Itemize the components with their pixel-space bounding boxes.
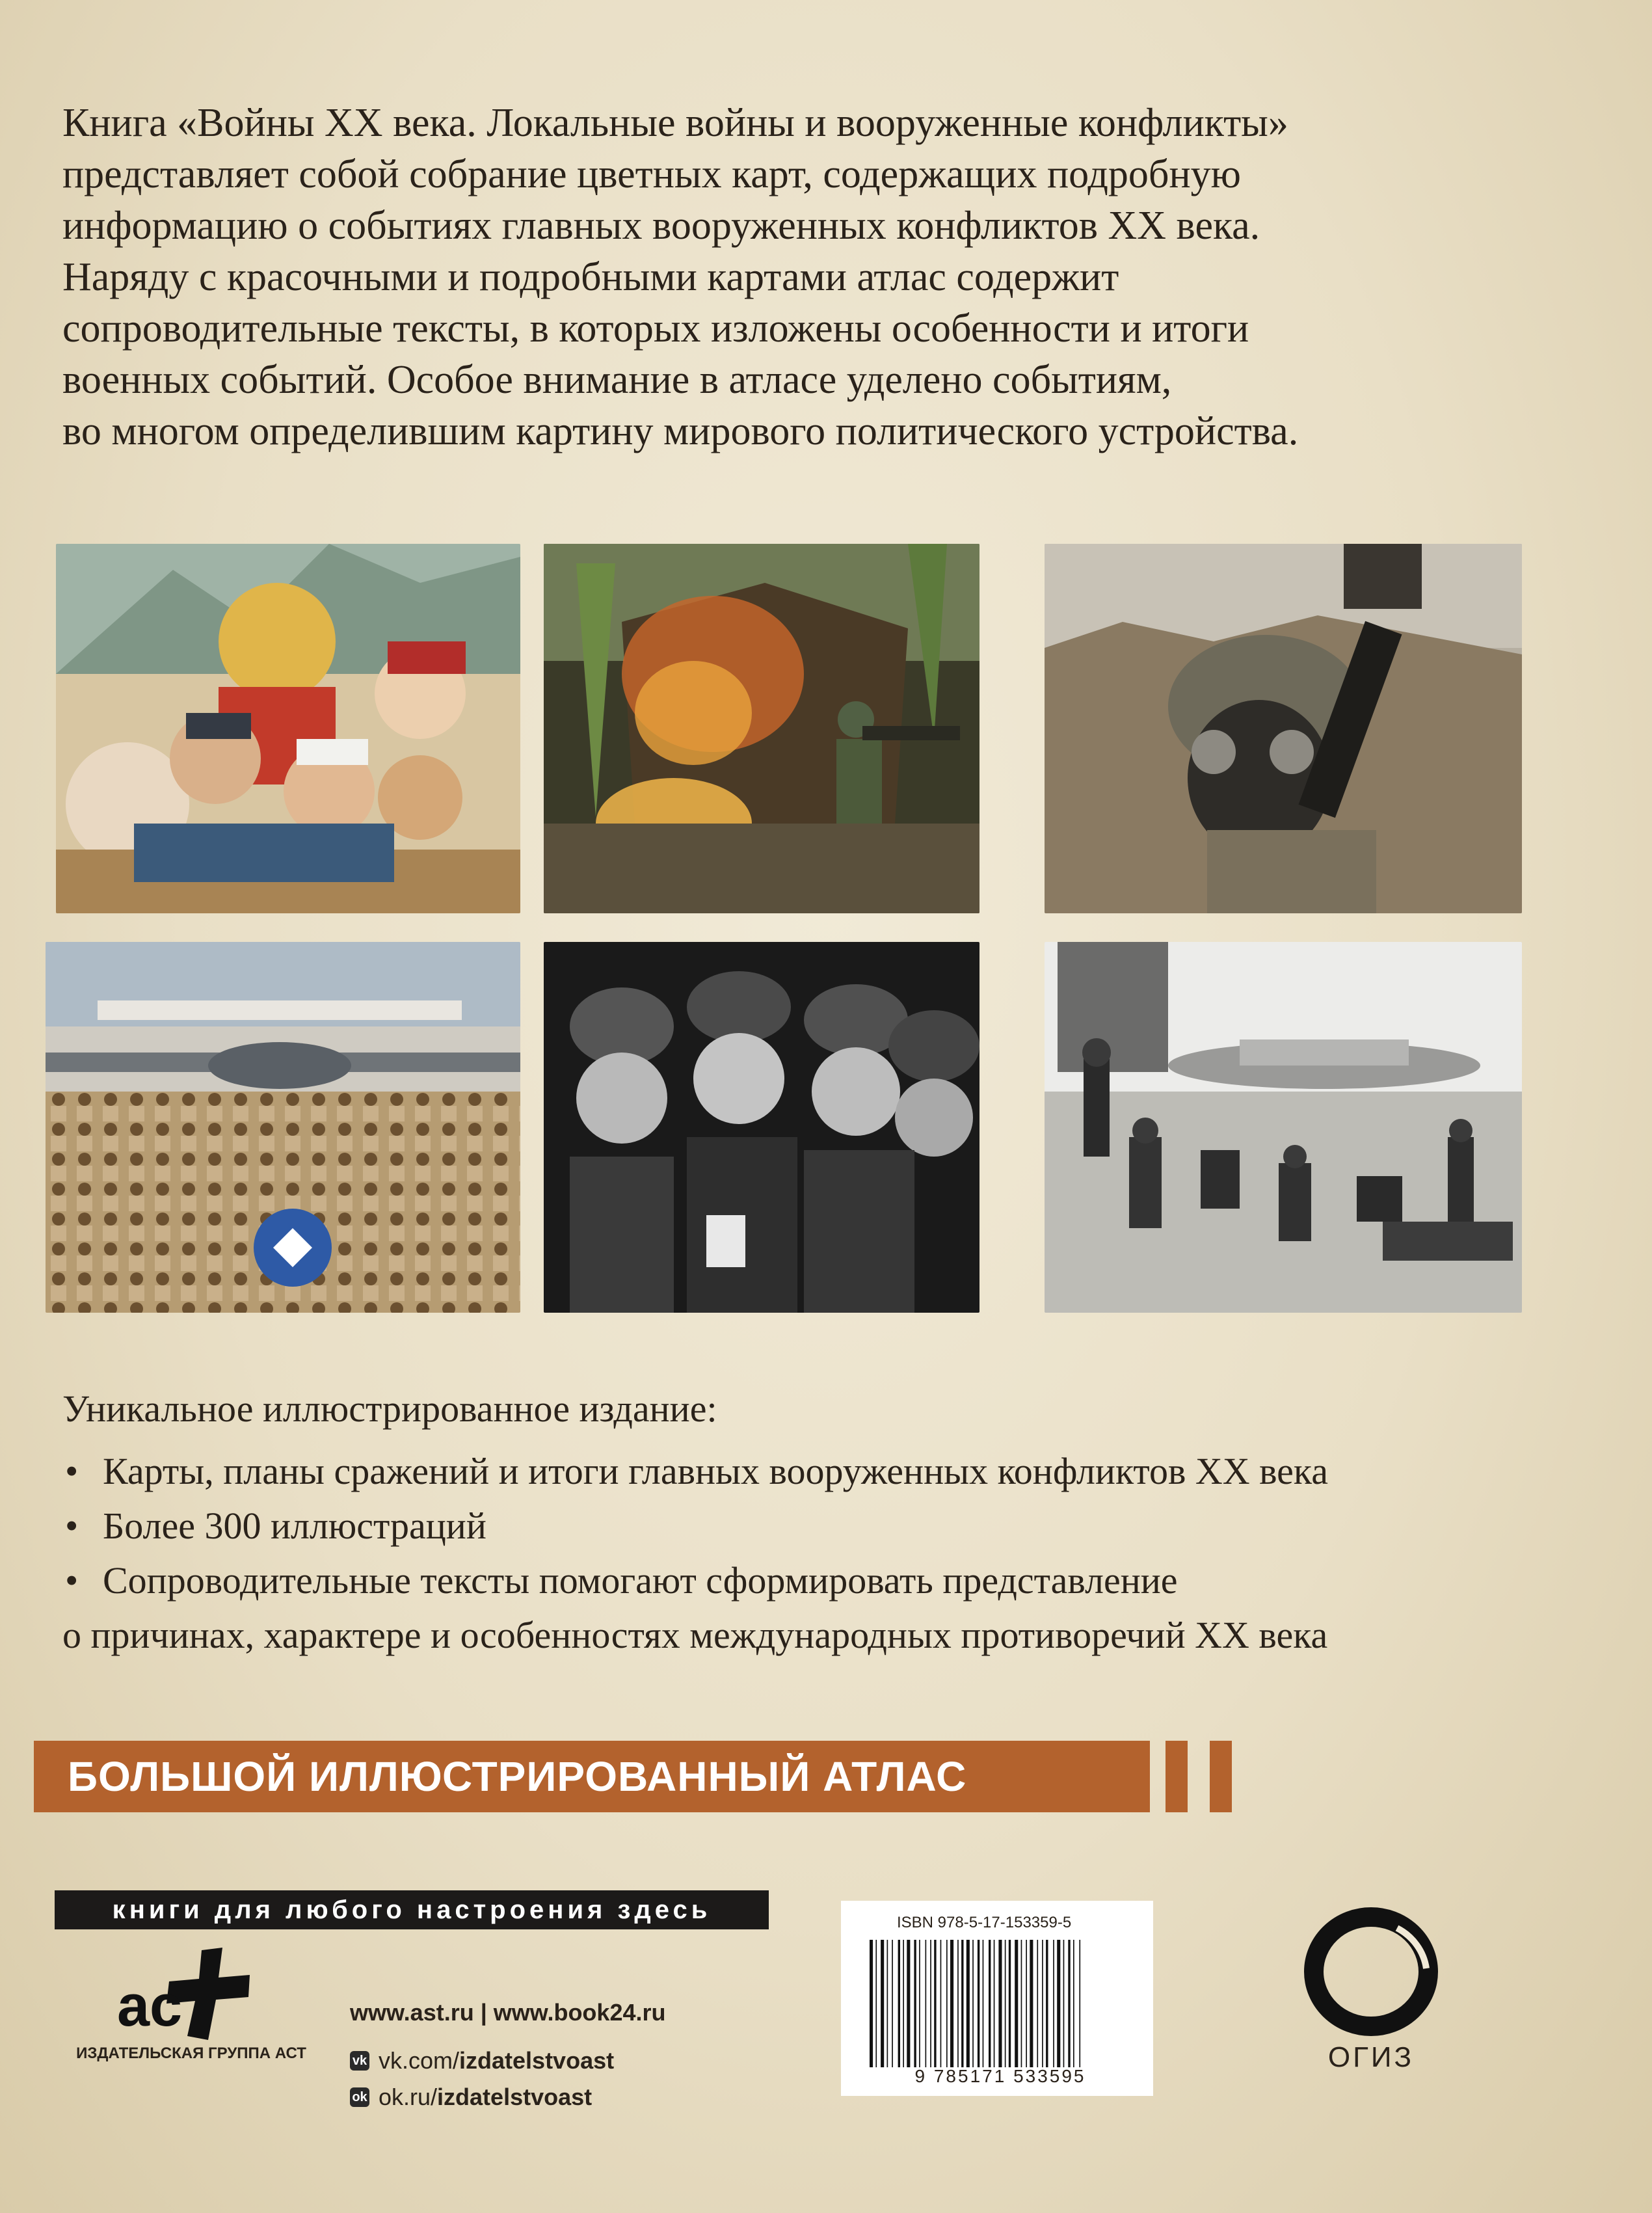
ok-link[interactable]	[350, 2079, 666, 2115]
feature-text: Более 300 иллюстраций	[103, 1505, 486, 1547]
list-item	[62, 1444, 1610, 1499]
ok-handle: izdatelstvoast	[437, 2084, 593, 2110]
publisher-caption: ИЗДАТЕЛЬСКАЯ ГРУППА АСТ	[76, 2045, 306, 2062]
intro-line: военных событий. Особое внимание в атласе уделено событиям,	[62, 358, 1172, 402]
vk-prefix: vk.com/	[379, 2047, 460, 2074]
intro-line: сопроводительные тексты, в которых изложены особенности и итоги	[62, 306, 1249, 351]
bullet-icon: •	[65, 1505, 79, 1547]
series-banner	[34, 1741, 1150, 1812]
list-item	[62, 1553, 1610, 1608]
svg-text:ас: ас	[117, 1974, 183, 2039]
bullet-icon: •	[65, 1559, 79, 1602]
publisher-links	[350, 1994, 666, 2115]
series-title: БОЛЬШОЙ ИЛЛЮСТРИРОВАННЫЙ АТЛАС	[68, 1753, 967, 1800]
feature-continuation: о причинах, характере и особенностях международных противоречий XX века	[62, 1614, 1328, 1656]
ok-icon: ok	[350, 2087, 369, 2107]
feature-text: Карты, планы сражений и итоги главных вооруженных конфликтов XX века	[103, 1450, 1328, 1492]
barcode-digits: 9 785171 533595	[914, 2066, 1086, 2086]
intro-line: информацию о событиях главных вооруженных конфликтов XX века.	[62, 204, 1260, 248]
banner-bar	[1166, 1741, 1188, 1812]
features-title: Уникальное иллюстрированное издание:	[62, 1388, 717, 1430]
intro-line: представляет собой собрание цветных карт, содержащих подробную	[62, 152, 1241, 196]
photo-caricature-cartoon	[56, 544, 520, 913]
vk-handle: izdatelstvoast	[459, 2047, 615, 2074]
intro-line: Книга «Войны XX века. Локальные войны и вооруженные конфликты»	[62, 101, 1288, 145]
feature-text: Сопроводительные тексты помогают сформировать представление	[103, 1559, 1178, 1602]
intro-paragraph	[62, 98, 1597, 457]
isbn-number: ISBN 978-5-17-153359-5	[897, 1914, 1072, 1931]
ok-prefix: ok.ru/	[379, 2084, 438, 2110]
list-item	[62, 1499, 1610, 1553]
ogiz-logo-icon	[1293, 1903, 1449, 2040]
vk-link[interactable]	[350, 2043, 666, 2079]
vk-icon: vk	[350, 2051, 369, 2071]
barcode-panel	[841, 1901, 1153, 2096]
photo-paratroopers-airfield	[1045, 942, 1522, 1313]
photo-soldiers-berets	[544, 942, 979, 1313]
banner-bar	[1210, 1741, 1232, 1812]
ogiz-logo-text: ОГИЗ	[1327, 2041, 1415, 2073]
features-list	[62, 1444, 1610, 1663]
photo-burning-village-soldier	[544, 544, 979, 913]
publisher-tagline: книги для любого настроения здесь	[55, 1890, 769, 1929]
intro-line: Наряду с красочными и подробными картами атлас содержит	[62, 255, 1119, 299]
bullet-icon: •	[65, 1450, 79, 1492]
website-links[interactable]: www.ast.ru | www.book24.ru	[350, 1999, 666, 2026]
photo-troops-group-aircraft	[46, 942, 520, 1313]
intro-line: во многом определившим картину мирового политического устройства.	[62, 409, 1299, 453]
ast-logo-icon	[104, 1945, 273, 2043]
barcode-icon	[867, 1940, 1134, 2067]
photo-soldier-gas-mask	[1045, 544, 1522, 913]
